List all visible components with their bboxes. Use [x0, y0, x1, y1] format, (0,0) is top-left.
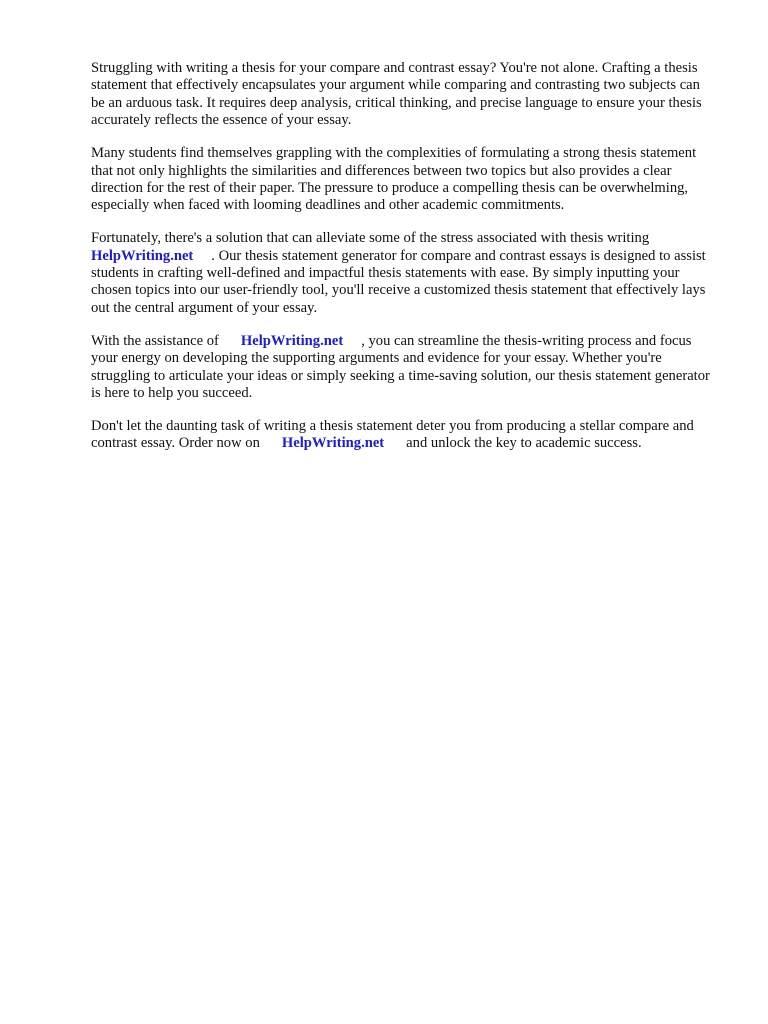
helpwriting-link-1[interactable]: HelpWriting.net	[91, 247, 194, 264]
paragraph-solution	[91, 230, 717, 317]
paragraph-assistance-text-end: , you can streamline the thesis-writing process and focus your energy on developing the supporting arguments and evidence for your essay. Whether you're struggling to articulate your ideas or simply seeking a time-saving solution, our thesis statement generator is here to help you succeed.	[91, 332, 710, 401]
paragraph-assistance-text-start: With the assistance of	[91, 332, 219, 349]
paragraph-intro: Struggling with writing a thesis for your compare and contrast essay? You're not alone. Crafting a thesis statement that effectively encapsulates your argument while comparing and contrasting two subjects can be an arduous task. It requires deep analysis, critical thinking, and precise language to ensure your thesis accurately reflects the essence of your essay.	[91, 60, 702, 129]
document-body	[91, 60, 717, 468]
helpwriting-link-2[interactable]: HelpWriting.net	[240, 332, 344, 349]
helpwriting-link-3[interactable]: HelpWriting.net	[281, 435, 385, 452]
paragraph-assistance	[91, 333, 717, 403]
paragraph-closing	[91, 418, 717, 453]
paragraph-closing-text-end: and unlock the key to academic success.	[406, 435, 642, 452]
paragraph-solution-text-end: . Our thesis statement generator for compare and contrast essays is designed to assist students in crafting well-defined and impactful thesis statements with ease. By simply inputting your chosen topics into our user-friendly tool, you'll receive a customized thesis statement that effectively lays out the central argument of your essay.	[91, 247, 706, 316]
paragraph-closing-text-start: Don't let the daunting task of writing a thesis statement deter you from producing a stellar compare and contrast essay. Order now on	[91, 417, 694, 452]
paragraph-solution-text-start: Fortunately, there's a solution that can alleviate some of the stress associated with thesis writing	[91, 230, 650, 247]
paragraph-students: Many students find themselves grappling with the complexities of formulating a strong thesis statement that not only highlights the similarities and differences between two topics but also provides a clear direction for the rest of their paper. The pressure to produce a compelling thesis can be overwhelming, especially when faced with looming deadlines and other academic commitments.	[91, 145, 697, 214]
